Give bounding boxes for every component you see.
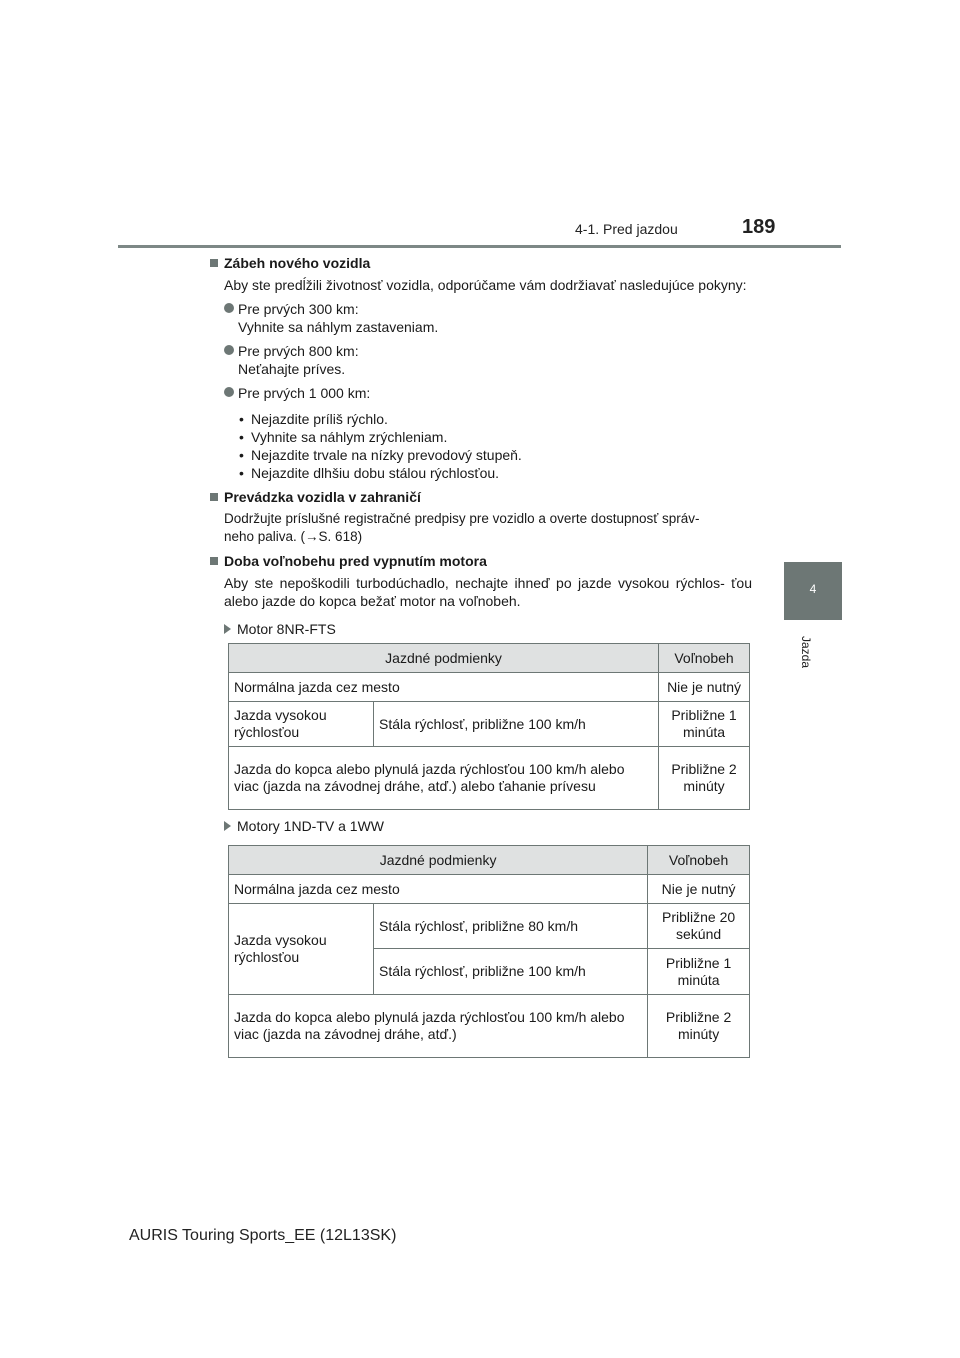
- footer-model: AURIS Touring Sports_EE (12L13SK): [129, 1227, 397, 1244]
- square-bullet-icon: [210, 493, 218, 501]
- list-item: [224, 342, 752, 378]
- table-header: Voľnobeh: [648, 846, 750, 875]
- table-header: Jazdné podmienky: [229, 644, 659, 673]
- list-item: [224, 300, 752, 336]
- chapter-number: 4: [809, 582, 817, 596]
- sub-list: [239, 410, 752, 482]
- header-rule: [118, 245, 841, 248]
- list-item-heading: Pre prvých 1 000 km:: [238, 385, 371, 401]
- round-bullet-icon: [224, 303, 234, 313]
- list-item-text: Neťahajte príves.: [238, 361, 346, 377]
- idle-heading: [210, 552, 752, 570]
- main-content: [210, 254, 752, 638]
- table-row: Jazda do kopca alebo plynulá jazda rýchlosťou 100 km/h alebo viac (jazda na závodnej dráhe, atď.) alebo ťahanie prívesu Približne 2 minúty: [229, 747, 750, 810]
- sub-list-item: • Nejazdite dlhšiu dobu stálou rýchlosťou.: [239, 465, 500, 481]
- list-item: [224, 384, 752, 402]
- table-row: Stála rýchlosť, približne 100 km/h Približne 1 minúta: [229, 949, 750, 995]
- round-bullet-icon: [224, 345, 234, 355]
- idle-text: Aby ste nepoškodili turbodúchadlo, nechajte ihneď po jazde vysokou rýchlos- ťou alebo jazde do kopca bežať motor na voľnobeh.: [224, 575, 752, 609]
- square-bullet-icon: [210, 259, 218, 267]
- triangle-bullet-icon: [224, 624, 231, 634]
- square-bullet-icon: [210, 557, 218, 565]
- round-bullet-icon: [224, 387, 234, 397]
- breakin-title: Zábeh nového vozidla: [224, 255, 371, 271]
- sub-list-item: • Vyhnite sa náhlym zrýchleniam.: [239, 429, 448, 445]
- sub-list-item: • Nejazdite trvale na nízky prevodový stupeň.: [239, 447, 522, 463]
- page-number: 189: [742, 216, 776, 238]
- table-row: Normálna jazda cez mesto Nie je nutný: [229, 875, 750, 904]
- sub-list-item: • Nejazdite príliš rýchlo.: [239, 411, 388, 427]
- table-row: Normálna jazda cez mesto Nie je nutný: [229, 673, 750, 702]
- idle-title: Doba voľnobehu pred vypnutím motora: [224, 553, 487, 569]
- engine-label-2: Motory 1ND-TV a 1WW: [224, 818, 384, 834]
- table-header: Voľnobeh: [659, 644, 750, 673]
- list-item-heading: Pre prvých 300 km:: [238, 301, 359, 317]
- abroad-text: Dodržujte príslušné registračné predpisy pre vozidlo a overte dostupnosť správ- neho paliva. (→S. 618): [224, 511, 700, 544]
- section-title-header: 4-1. Pred jazdou: [575, 221, 678, 237]
- breakin-intro: Aby ste predĺžili životnosť vozidla, odporúčame vám dodržiavať nasledujúce pokyny:: [224, 277, 747, 293]
- idle-table-1nd: [228, 845, 750, 1058]
- abroad-heading: [210, 488, 752, 506]
- table-row: Jazda do kopca alebo plynulá jazda rýchlosťou 100 km/h alebo viac (jazda na závodnej dráhe, atď.) Približne 2 minúty: [229, 995, 750, 1058]
- table-row: Jazda vysokou rýchlosťou Stála rýchlosť, približne 80 km/h Približne 20 sekúnd: [229, 904, 750, 949]
- triangle-bullet-icon: [224, 821, 231, 831]
- table-header: Jazdné podmienky: [229, 846, 648, 875]
- chapter-tab: [784, 562, 842, 620]
- list-item-heading: Pre prvých 800 km:: [238, 343, 359, 359]
- chapter-label: Jazda: [799, 635, 813, 669]
- idle-table-8nr: [228, 643, 750, 810]
- list-item-text: Vyhnite sa náhlym zastaveniam.: [238, 319, 439, 335]
- table-row: Jazda vysokou rýchlosťou Stála rýchlosť, približne 100 km/h Približne 1 minúta: [229, 702, 750, 747]
- abroad-title: Prevádzka vozidla v zahraničí: [224, 489, 421, 505]
- engine-label-1: Motor 8NR-FTS: [224, 620, 752, 638]
- breakin-heading: [210, 254, 752, 272]
